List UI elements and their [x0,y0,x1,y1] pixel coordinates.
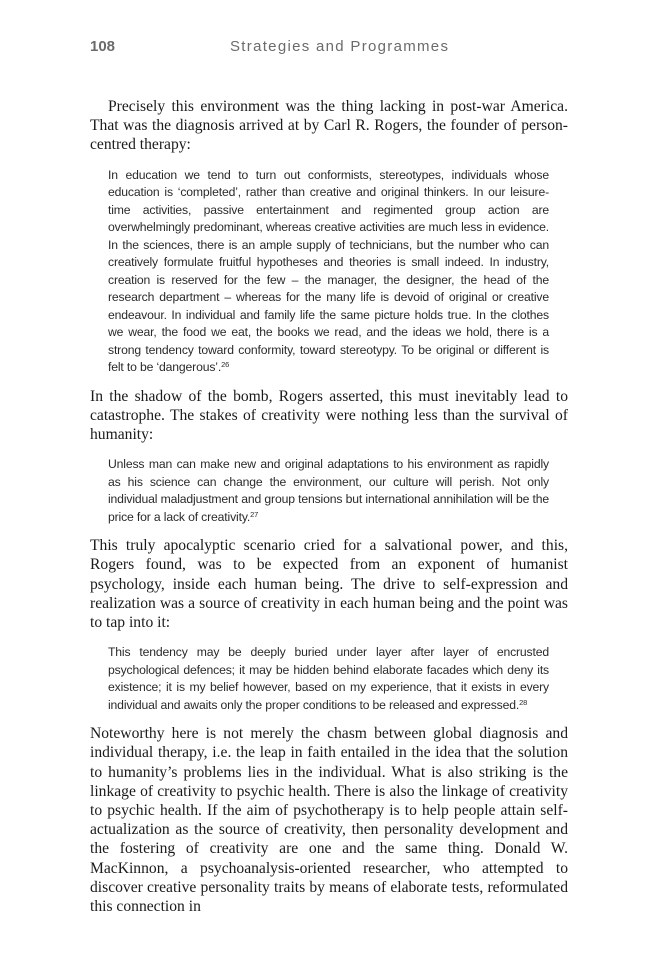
page-number: 108 [90,38,116,55]
page-header [90,38,568,60]
body-paragraph: This truly apocalyptic scenario cried for a salvational power, and this, Rogers found, was to be expected from an exponent of humanist psychology, inside each human being. The drive to self-expression and realization was a source of creativity in each human being and the point was to tap into it: [90,537,568,632]
block-quote [108,644,549,714]
footnote-marker: 26 [221,360,230,370]
body-paragraph: In the shadow of the bomb, Rogers asserted, this must inevitably lead to catastrophe. The stakes of creativity were nothing less than the survival of humanity: [90,387,568,444]
footnote-marker: 27 [250,509,259,519]
quote-text: Unless man can make new and original adaptations to his environment as rapidly as his science can change the environment, our culture will perish. Not only individual maladjustment and group tensions but international annihilation will be the price for a lack of creativity. [108,457,549,524]
block-quote [108,456,549,526]
body-paragraph: Precisely this environment was the thing lacking in post-war America. That was the diagnosis arrived at by Carl R. Rogers, the founder of person-centred therapy: [90,98,568,154]
block-quote [108,167,549,377]
footnote-marker: 28 [519,697,528,707]
quote-text: This tendency may be deeply buried under layer after layer of encrusted psychological defences; it may be hidden behind elaborate facades which deny its existence; it is my belief however, based on my experience, that it exists in every individual and awaits only the proper conditions to be released and expressed. [108,645,549,712]
quote-text: In education we tend to turn out conformists, stereotypes, individuals whose education is ‘completed’, rather than creative and original thinkers. In our leisure-time activities, passive entertainment and regimented group action are overwhelmingly predominant, whereas creative activities are much less in evidence. In the sciences, there is an ample supply of technicians, but the number who can creatively formulate fruitful hypotheses and theories is small indeed. In industry, creation is reserved for the few – the manager, the designer, the head of the research department – whereas for the many life is devoid of original or creative endeavour. In individual and family life the same picture holds true. In the clothes we wear, the food we eat, the books we read, and the ideas we hold, there is a strong tendency toward conformity, toward stereotypy. To be original or different is felt to be ‘dangerous’. [108,167,549,375]
running-head: Strategies and Programmes [230,38,450,55]
page-body [90,97,568,916]
body-paragraph: Noteworthy here is not merely the chasm between global diagnosis and individual therapy, i.e. the leap in faith entailed in the idea that the solution to humanity’s problems lies in the individual. What is also striking is the linkage of creativity to psychic health. There is also the linkage of creativity to psychic health. If the aim of psychotherapy is to help people attain self-actualization as the source of creativity, then personality development and the fostering of creativity are one and the same thing. Donald W. MacKinnon, a psychoanalysis-oriented researcher, who attempted to discover creative personality traits by means of elaborate tests, reformulated this connection in [90,725,568,916]
